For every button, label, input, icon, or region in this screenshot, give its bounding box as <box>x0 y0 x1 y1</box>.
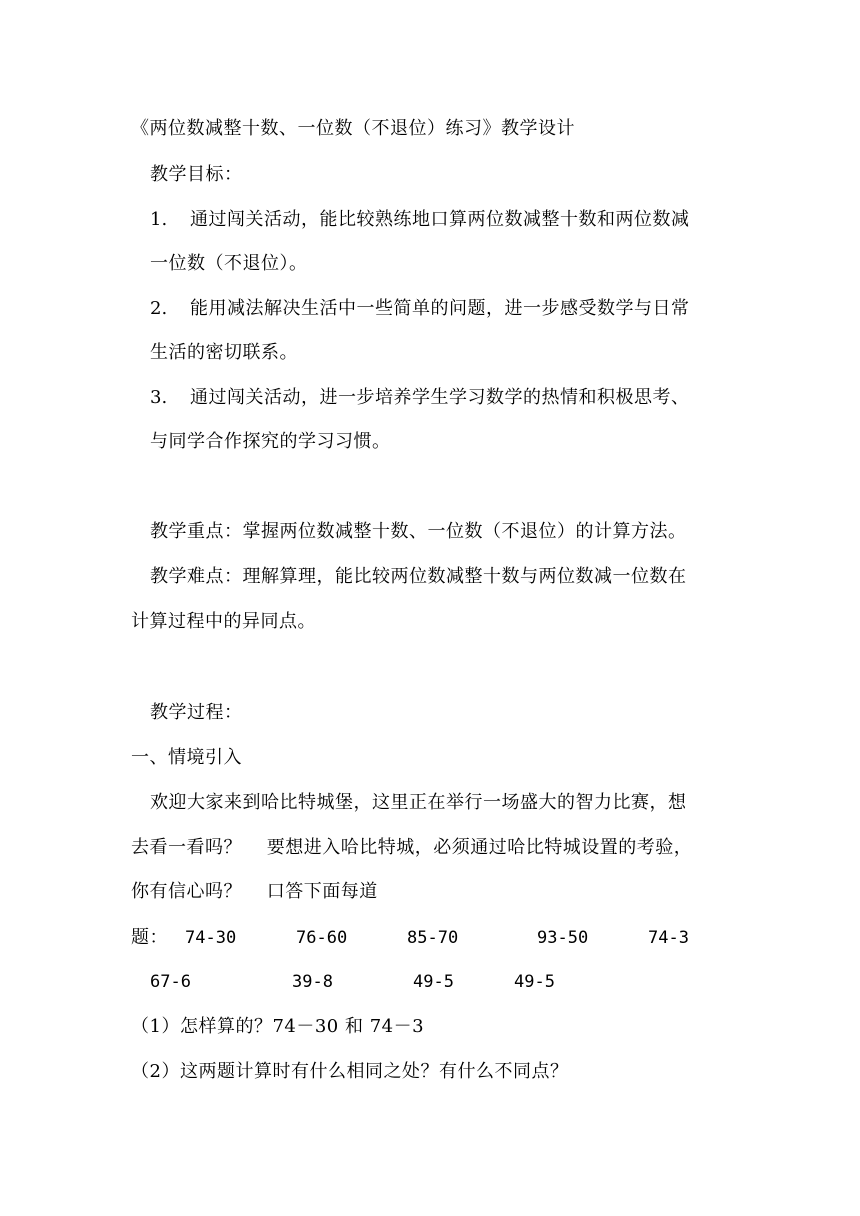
exercise-item: 49-5 <box>413 972 454 992</box>
objective-2-continuation: 生活的密切联系。 <box>150 342 298 363</box>
difficulty-line-2: 计算过程中的异同点。 <box>131 611 316 632</box>
exercise-item: 85-70 <box>407 928 459 948</box>
intro-line-1: 欢迎大家来到哈比特城堡，这里正在举行一场盛大的智力比赛，想 <box>150 792 687 813</box>
objective-3-continuation: 与同学合作探究的学习习惯。 <box>150 431 391 452</box>
exercise-item: 67-6 <box>150 972 191 992</box>
intro-line-3: 你有信心吗？ 口答下面每道 <box>131 881 378 902</box>
exercise-item: 93-50 <box>537 928 589 948</box>
exercise-item: 76-60 <box>296 928 348 948</box>
objectives-heading: 教学目标： <box>150 164 243 185</box>
exercise-item: 49-5 <box>514 972 555 992</box>
objective-1-number: 1. <box>150 209 168 230</box>
section-1-heading: 一、情境引入 <box>131 747 242 768</box>
exercise-item: 74-3 <box>648 928 689 948</box>
intro-line-2: 去看一看吗？ 要想进入哈比特城，必须通过哈比特城设置的考验， <box>131 837 693 858</box>
process-heading: 教学过程： <box>150 702 243 723</box>
objective-1-continuation: 一位数（不退位）。 <box>150 253 308 274</box>
objective-2-number: 2. <box>150 298 168 319</box>
exercise-item: 39-8 <box>292 972 333 992</box>
exercise-label: 题： <box>131 927 168 948</box>
objective-3-text: 通过闯关活动，进一步培养学生学习数学的热情和积极思考、 <box>190 387 690 408</box>
question-1: （1）怎样算的？74－30 和 74－3 <box>131 1016 425 1037</box>
exercise-item: 74-30 <box>185 928 237 948</box>
objective-2-text: 能用减法解决生活中一些简单的问题，进一步感受数学与日常 <box>190 298 690 319</box>
objective-1-text: 通过闯关活动，能比较熟练地口算两位数减整十数和两位数减 <box>190 209 690 230</box>
objective-3-number: 3. <box>150 387 168 408</box>
document-title: 《两位数减整十数、一位数（不退位）练习》教学设计 <box>131 118 575 139</box>
difficulty-line-1: 教学难点：理解算理，能比较两位数减整十数与两位数减一位数在 <box>150 566 687 587</box>
question-2: （2）这两题计算时有什么相同之处？有什么不同点？ <box>131 1061 569 1082</box>
key-point: 教学重点：掌握两位数减整十数、一位数（不退位）的计算方法。 <box>150 521 687 542</box>
